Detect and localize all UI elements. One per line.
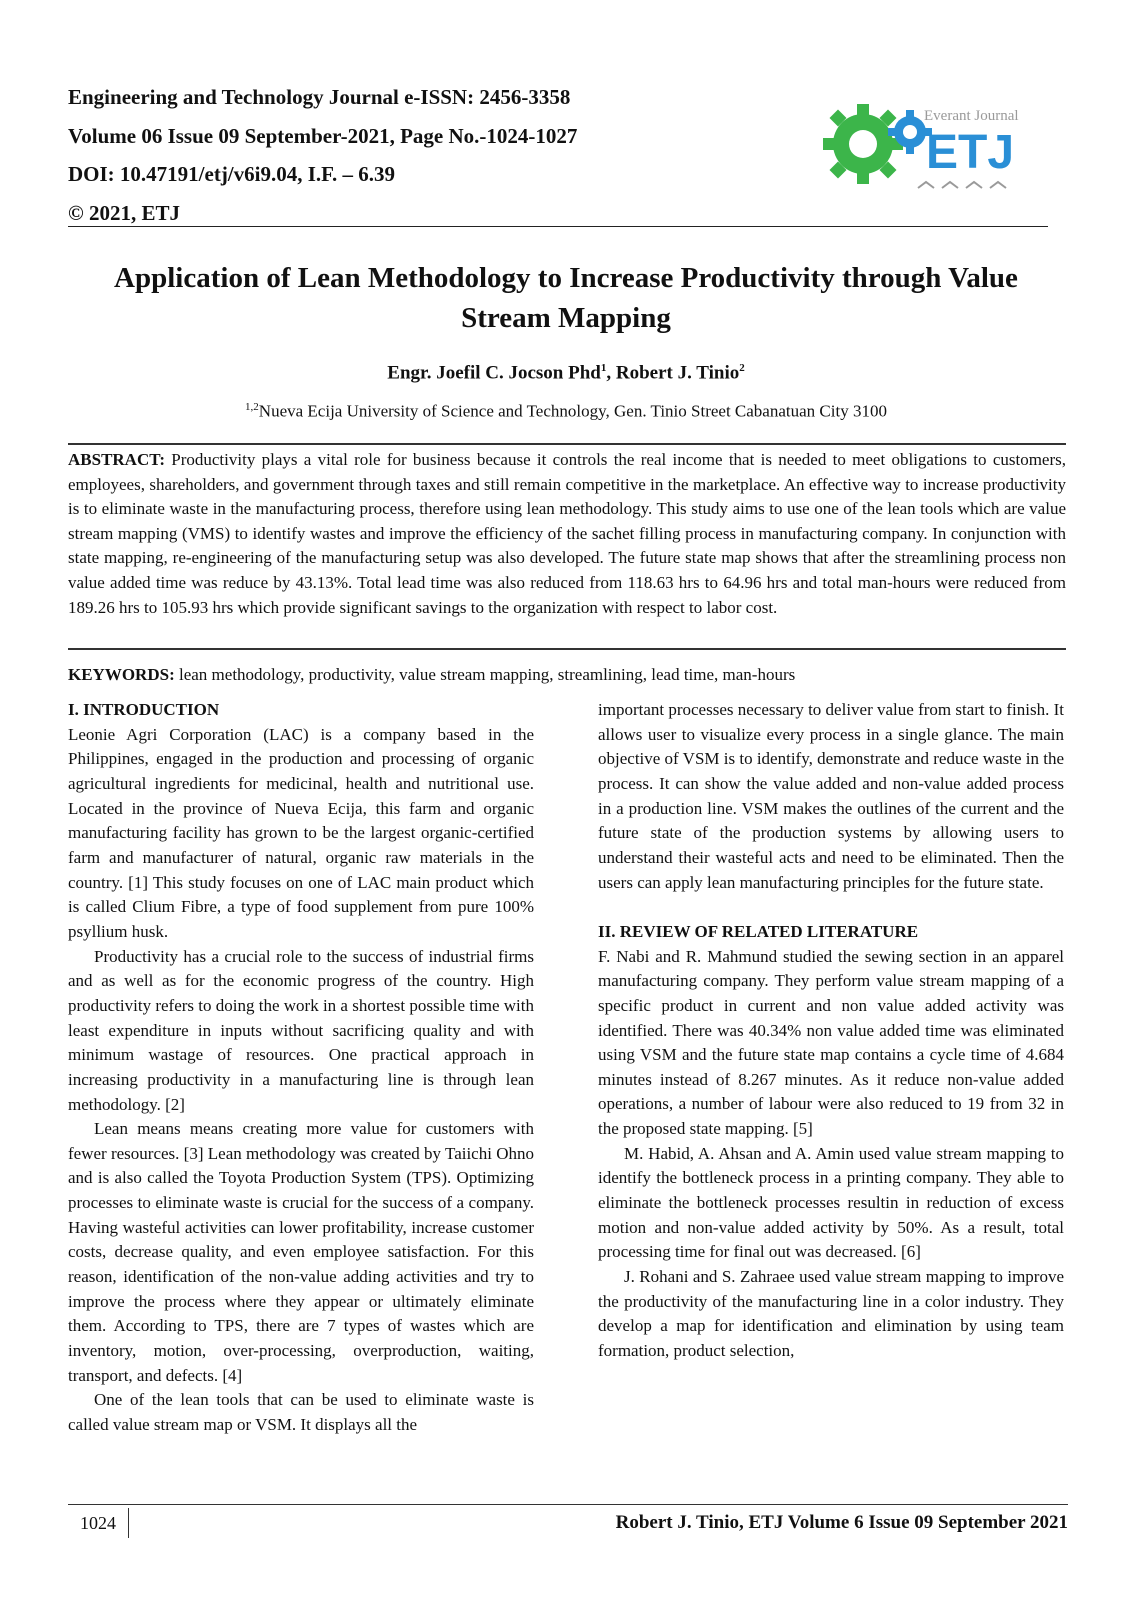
etj-logo — [818, 92, 1048, 202]
abstract-label: ABSTRACT: — [68, 450, 165, 469]
author-2-sup: 2 — [739, 362, 745, 374]
abstract-top-rule — [68, 443, 1066, 445]
section-heading-introduction: I. INTRODUCTION — [68, 700, 220, 719]
journal-name: Engineering and Technology Journal e-ISSN: 2456-3358 — [68, 85, 571, 109]
affiliation — [68, 401, 1064, 422]
intro-paragraph-3: Lean means means creating more value for customers with fewer resources. [3] Lean methodology was created by Taiichi Ohno and is also called the Toyota Production System (TPS). Optimizing processes to eliminate waste is crucial for the success of a company. Having wasteful activities can lower profitability, increase customer costs, decrease quality, and even employee satisfaction. For this reason, identification of the non-value adding activities and try to improve the process where they appear or ultimately eliminate them. According to TPS, there are 7 types of wastes which are inventory, motion, over-processing, overproduction, waiting, transport, and defects. [4] — [68, 1119, 534, 1385]
keywords-text: lean methodology, productivity, value stream mapping, streamlining, lead time, man-hours — [174, 665, 796, 684]
footer-citation: Robert J. Tinio, ETJ Volume 6 Issue 09 September 2021 — [615, 1512, 1068, 1533]
keywords — [68, 663, 1066, 687]
page-number: 1024 — [68, 1508, 129, 1538]
section-heading-review: II. REVIEW OF RELATED LITERATURE — [598, 921, 919, 941]
review-paragraph-1: F. Nabi and R. Mahmund studied the sewing section in an apparel manufacturing company. They perform value stream mapping of a specific product in current and non value added activity was identified. There was 40.34% non value added time was eliminated using VSM and the future state map contains a cycle time of 4.684 minutes instead of 8.267 minutes. As it reduce non-value added operations, a number of labour were also reduced to 19 from 32 in the proposed state mapping. [5] — [598, 946, 1064, 1139]
section-gap — [598, 895, 1064, 920]
paper-title: Application of Lean Methodology to Increase Productivity through Value Stream Mapping — [114, 262, 1018, 334]
author-1: Engr. Joefil C. Jocson Phd — [387, 362, 601, 384]
review-paragraph-3: J. Rohani and S. Zahraee used value stream mapping to improve the productivity of the manufacturing line in a color industry. They develop a map for identification and elimination by using team formation, product selection, — [598, 1267, 1064, 1361]
logo-decoration — [918, 182, 1006, 188]
keywords-label: KEYWORDS: — [68, 665, 175, 684]
affiliation-text: Nueva Ecija University of Science and Technology, Gen. Tinio Street Cabanatuan City 3100 — [258, 401, 887, 421]
abstract-bottom-rule — [68, 648, 1066, 650]
intro-paragraph-4: One of the lean tools that can be used to eliminate waste is called value stream map or VSM. It displays all the — [68, 1390, 534, 1435]
affiliation-sup: 1,2 — [245, 401, 259, 413]
author-line — [68, 362, 1064, 384]
footer-rule — [68, 1504, 1068, 1505]
left-column — [68, 698, 534, 1438]
gear-icon — [823, 104, 903, 184]
review-paragraph-2: M. Habid, A. Ahsan and A. Amin used value stream mapping to identify the bottleneck process in a printing company. They able to eliminate the bottleneck processes resultin in reduction of excess motion and non-value added activity by 50%. As a result, total processing time for final out was decreased. [6] — [598, 1143, 1064, 1262]
author-2: Robert J. Tinio — [615, 362, 740, 384]
doi-info: DOI: 10.47191/etj/v6i9.04, I.F. – 6.39 — [68, 162, 396, 186]
author-separator: , — [606, 362, 616, 384]
intro-paragraph-4-continued: important processes necessary to deliver value from start to finish. It allows user to visualize every process in a single glance. The main objective of VSM is to identify, demonstrate and reduce waste in the process. It can show the value added and non-value added process in a production line. VSM makes the outlines of the current and the future state of the production systems by allowing users to understand their wasteful acts and need to be eliminated. Then the users can apply lean manufacturing principles for the future state. — [598, 700, 1064, 892]
abstract-text: Productivity plays a vital role for business because it controls the real income that is needed to meet obligations to customers, employees, shareholders, and government through taxes and still remain competitive in the marketplace. An effective way to increase productivity is to eliminate waste in the manufacturing process, therefore using lean methodology. This study aims to use one of the lean tools which are value stream mapping (VMS) to identify wastes and improve the efficiency of the sachet filling process in manufacturing company. In conjunction with state mapping, re-engineering of the manufacturing setup was also developed. The future state map shows that after the streamlining process non value added time was reduce by 43.13%. Total lead time was also reduced from 118.63 hrs to 64.96 hrs and total man-hours were reduced from 189.26 hrs to 105.93 hrs which provide significant savings to the organization with respect to labor cost. — [68, 450, 1066, 617]
intro-paragraph-2: Productivity has a crucial role to the success of industrial firms and as well as for the economic progress of the country. High productivity refers to doing the work in a shortest possible time with least expenditure in inputs without sacrificing quality and with minimum wastage of resources. One practical approach in increasing productivity in a manufacturing line is through lean methodology. [2] — [68, 946, 535, 1114]
intro-paragraph-1: Leonie Agri Corporation (LAC) is a company based in the Philippines, engaged in the production and processing of organic agricultural ingredients for medicinal, health and nutritional use. Located in the province of Nueva Ecija, this farm and organic manufacturing facility has grown to be the largest organic-certified farm and manufacturer of natural, organic raw materials in the country. [1] This study focuses on one of LAC main product which is called Clium Fibre, a type of food supplement from pure 100% psyllium husk. — [68, 724, 534, 941]
abstract — [68, 448, 1066, 620]
right-column — [598, 698, 1064, 1364]
logo-text-main: ETJ — [926, 126, 1015, 179]
copyright: © 2021, ETJ — [68, 200, 180, 225]
author-1-sup: 1 — [600, 362, 607, 374]
volume-info: Volume 06 Issue 09 September-2021, Page No.-1024-1027 — [68, 123, 578, 148]
journal-header — [68, 78, 1048, 227]
logo-text-top: Everant Journal — [924, 108, 1019, 124]
